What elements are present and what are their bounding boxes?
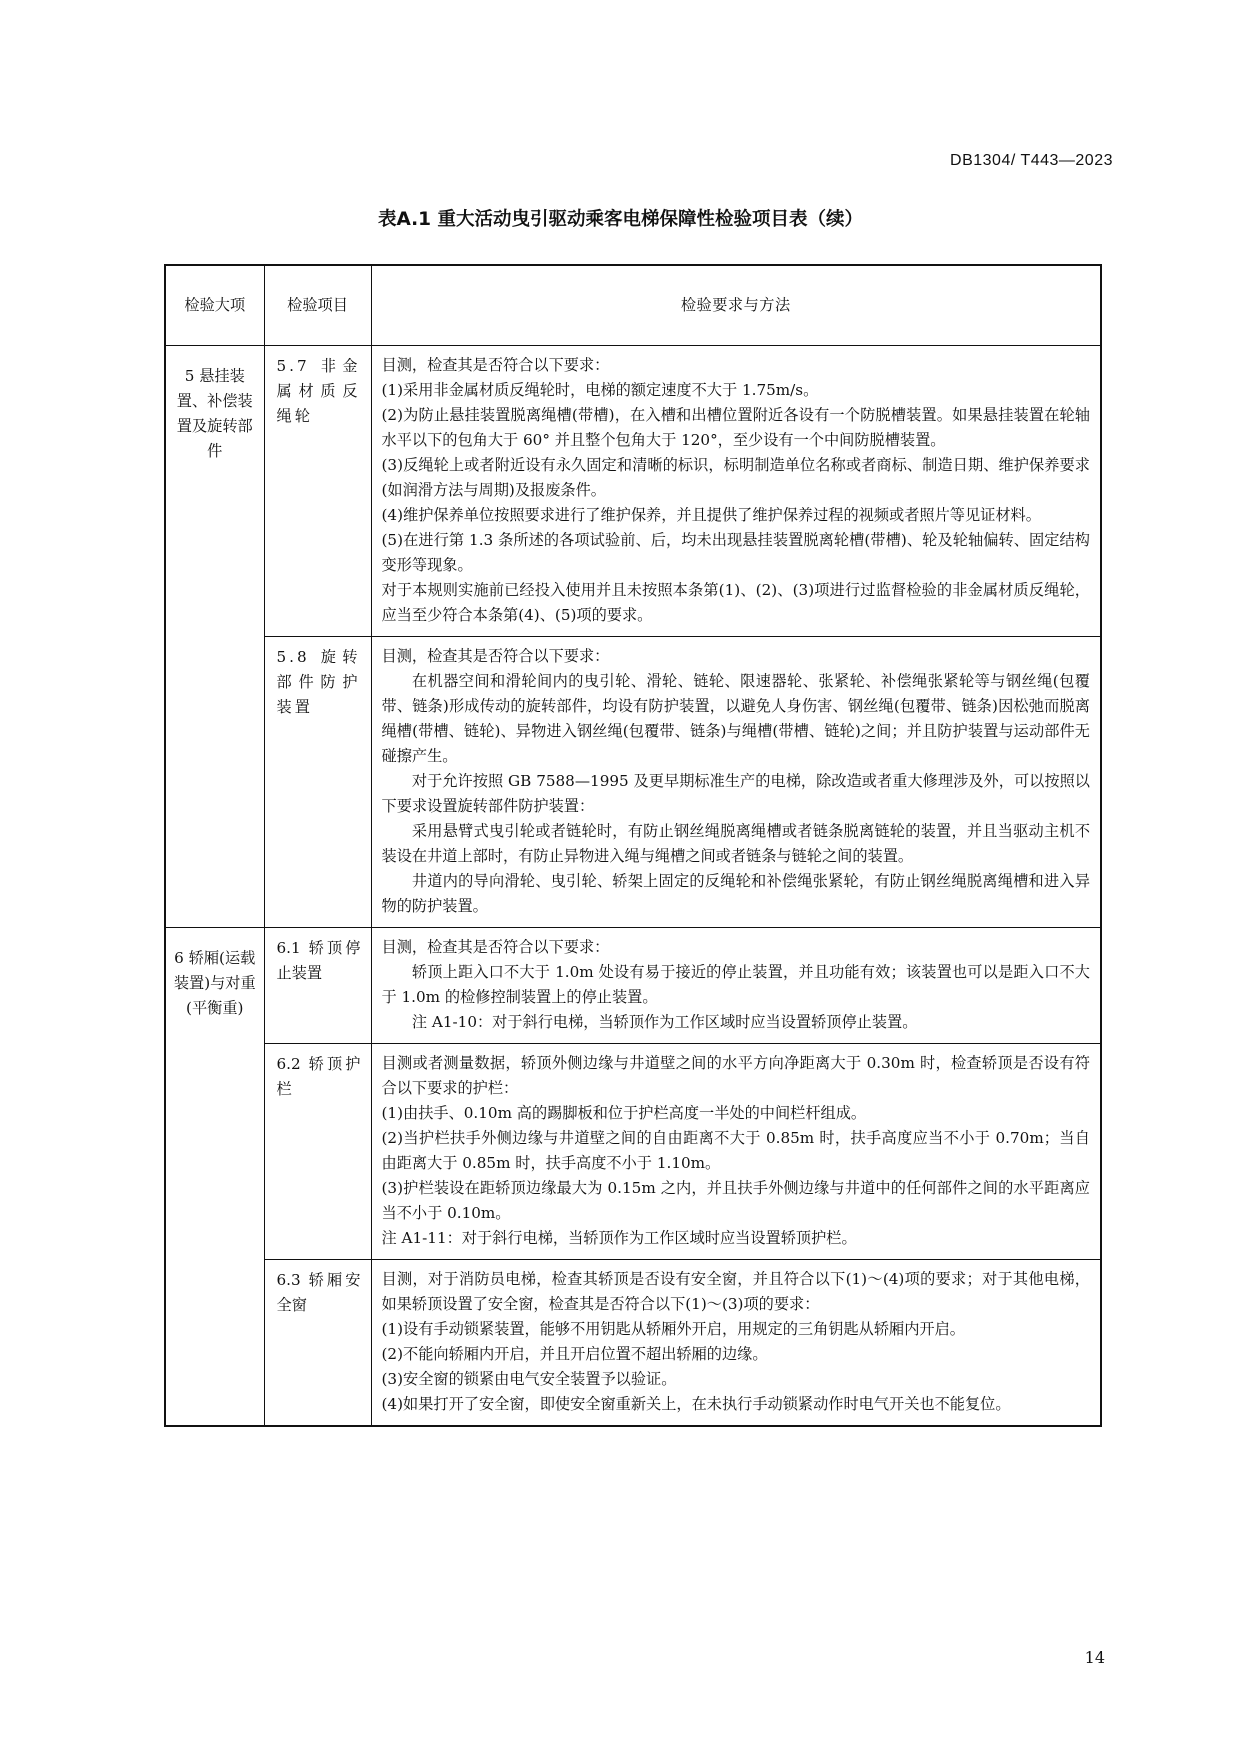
table-row <box>165 346 1101 637</box>
requirement-line: (1)设有手动锁紧装置，能够不用钥匙从轿厢外开启，用规定的三角钥匙从轿厢内开启。 <box>381 1320 965 1338</box>
requirement-line: 目测，对于消防员电梯，检查其轿顶是否设有安全窗，并且符合以下(1)～(4)项的要求；对于其他电梯，如果轿顶设置了安全窗，检查其是否符合以下(1)～(3)项的要求： <box>381 1270 1090 1313</box>
requirement-line: 井道内的导向滑轮、曳引轮、轿架上固定的反绳轮和补偿绳张紧轮，有防止钢丝绳脱离绳槽和进入异物的防护装置。 <box>381 872 1090 915</box>
item-cell: 5.8 旋转部件防护装置 <box>264 637 371 928</box>
requirement-line: 对于本规则实施前已经投入使用并且未按照本条第(1)、(2)、(3)项进行过监督检验的非金属材质反绳轮，应当至少符合本条第(4)、(5)项的要求。 <box>381 581 1090 624</box>
category-cell: 6 轿厢(运载装置)与对重(平衡重) <box>165 928 264 1427</box>
requirement-line: 目测，检查其是否符合以下要求： <box>381 647 610 665</box>
column-header-category: 检验大项 <box>165 265 264 346</box>
requirement-note: 注 A1-10：对于斜行电梯，当轿顶作为工作区域时应当设置轿顶停止装置。 <box>411 1013 918 1031</box>
requirement-cell <box>371 637 1101 928</box>
column-header-item: 检验项目 <box>264 265 371 346</box>
item-cell: 6.3 轿厢安全窗 <box>264 1260 371 1427</box>
requirement-line: (3)反绳轮上或者附近设有永久固定和清晰的标识，标明制造单位名称或者商标、制造日期、维护保养要求(如润滑方法与周期)及报废条件。 <box>381 456 1090 499</box>
requirement-line: 目测，检查其是否符合以下要求： <box>381 356 610 374</box>
column-header-requirements: 检验要求与方法 <box>371 265 1101 346</box>
requirement-line: 轿顶上距入口不大于 1.0m 处设有易于接近的停止装置，并且功能有效；该装置也可以是距入口不大于 1.0m 的检修控制装置上的停止装置。 <box>381 963 1090 1006</box>
table-header-row <box>165 265 1101 346</box>
requirement-line: (1)由扶手、0.10m 高的踢脚板和位于护栏高度一半处的中间栏杆组成。 <box>381 1104 867 1122</box>
requirement-line: (2)不能向轿厢内开启，并且开启位置不超出轿厢的边缘。 <box>381 1345 768 1363</box>
requirement-line: (2)为防止悬挂装置脱离绳槽(带槽)，在入槽和出槽位置附近各设有一个防脱槽装置。如果悬挂装置在轮轴水平以下的包角大于 60° 并且整个包角大于 120°，至少设有一个中间防脱槽装置。 <box>381 406 1090 449</box>
requirement-line: 目测，检查其是否符合以下要求： <box>381 938 610 956</box>
table-row <box>165 1260 1101 1427</box>
requirement-line: (3)护栏装设在距轿顶边缘最大为 0.15m 之内，并且扶手外侧边缘与井道中的任何部件之间的水平距离应当不小于 0.10m。 <box>381 1179 1090 1222</box>
requirement-cell <box>371 346 1101 637</box>
item-cell: 6.2 轿顶护栏 <box>264 1044 371 1260</box>
requirement-cell <box>371 928 1101 1044</box>
requirement-line: (5)在进行第 1.3 条所述的各项试验前、后，均未出现悬挂装置脱离轮槽(带槽)、轮及轮轴偏转、固定结构变形等现象。 <box>381 531 1090 574</box>
inspection-table <box>164 264 1102 1427</box>
item-cell: 5.7 非金属材质反绳轮 <box>264 346 371 637</box>
requirement-cell <box>371 1260 1101 1427</box>
requirement-line: 目测或者测量数据，轿顶外侧边缘与井道壁之间的水平方向净距离大于 0.30m 时，检查轿顶是否设有符合以下要求的护栏： <box>381 1054 1090 1097</box>
requirement-line: (3)安全窗的锁紧由电气安全装置予以验证。 <box>381 1370 677 1388</box>
table-title: 表A.1 重大活动曳引驱动乘客电梯保障性检验项目表（续） <box>377 209 863 230</box>
document-code: DB1304/ T443—2023 <box>950 152 1113 169</box>
category-cell: 5 悬挂装置、补偿装置及旋转部件 <box>165 346 264 928</box>
table-row <box>165 928 1101 1044</box>
requirement-line: (1)采用非金属材质反绳轮时，电梯的额定速度不大于 1.75m/s。 <box>381 381 819 399</box>
page-number: 14 <box>1084 1648 1105 1667</box>
requirement-line: (4)维护保养单位按照要求进行了维护保养，并且提供了维护保养过程的视频或者照片等见证材料。 <box>381 506 1041 524</box>
requirement-line: 采用悬臂式曳引轮或者链轮时，有防止钢丝绳脱离绳槽或者链条脱离链轮的装置，并且当驱动主机不装设在井道上部时，有防止异物进入绳与绳槽之间或者链条与链轮之间的装置。 <box>381 822 1090 865</box>
table-row <box>165 637 1101 928</box>
requirement-line: (2)当护栏扶手外侧边缘与井道壁之间的自由距离不大于 0.85m 时，扶手高度应当不小于 0.70m；当自由距离大于 0.85m 时，扶手高度不小于 1.10m。 <box>381 1129 1090 1172</box>
requirement-line: (4)如果打开了安全窗，即使安全窗重新关上，在未执行手动锁紧动作时电气开关也不能复位。 <box>381 1395 1011 1413</box>
requirement-note: 注 A1-11：对于斜行电梯，当轿顶作为工作区域时应当设置轿顶护栏。 <box>381 1229 857 1247</box>
requirement-line: 对于允许按照 GB 7588—1995 及更早期标准生产的电梯，除改造或者重大修理涉及外，可以按照以下要求设置旋转部件防护装置： <box>381 772 1090 815</box>
requirement-cell <box>371 1044 1101 1260</box>
item-cell: 6.1 轿顶停止装置 <box>264 928 371 1044</box>
table-row <box>165 1044 1101 1260</box>
requirement-line: 在机器空间和滑轮间内的曳引轮、滑轮、链轮、限速器轮、张紧轮、补偿绳张紧轮等与钢丝绳(包覆带、链条)形成传动的旋转部件，均设有防护装置，以避免人身伤害、钢丝绳(包覆带、链条)因松弛而脱离绳槽(带槽、链轮)、异物进入钢丝绳(包覆带、链条)与绳槽(带槽、链轮)之间；并且防护装置与运动部件无碰擦产生。 <box>381 672 1090 765</box>
